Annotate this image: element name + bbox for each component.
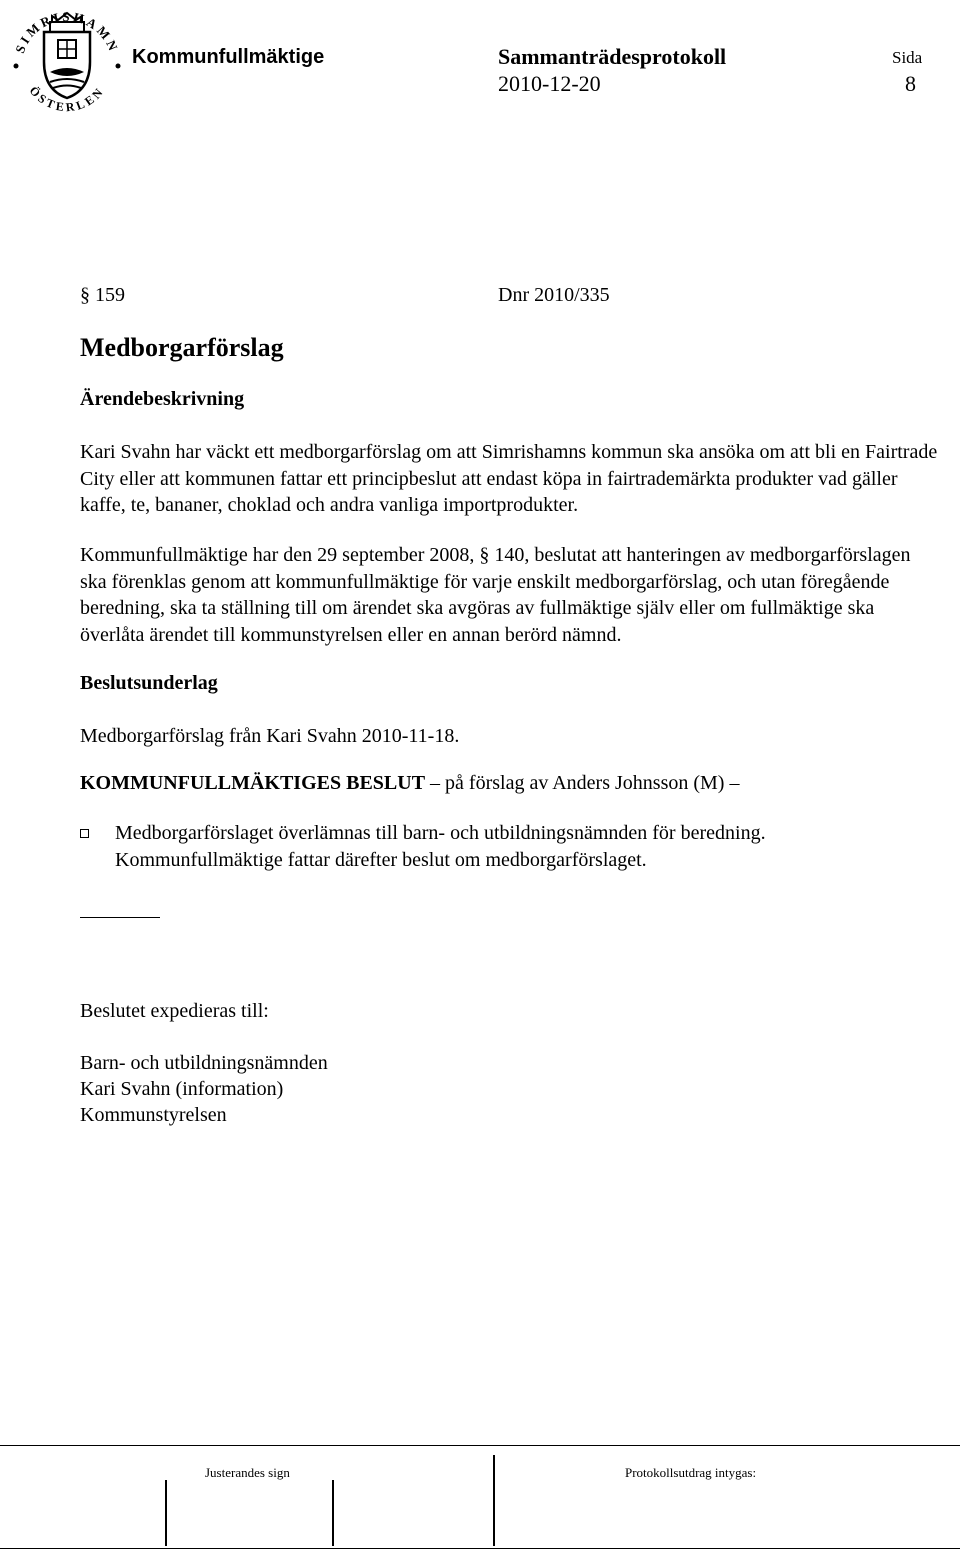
registration-number: Dnr 2010/335 [498,284,610,306]
committee-name: Kommunfullmäktige [132,46,325,68]
basis-heading: Beslutsunderlag [80,672,218,694]
separator-line [80,917,160,918]
decision-suffix: – på förslag av Anders Johnsson (M) – [430,772,740,794]
description-paragraph: Kari Svahn har väckt ett medborgarförslag om att Simrishamns kommun ska ansöka om att bli en Fairtrade City eller att kommunen fattar ett principbeslut att endast köpa in fairtrademärkta produkter vad gäller kaffe, te, bananer, choklad och andra vanliga importprodukter. [80,441,938,516]
page-number: 8 [905,71,916,96]
decision-bullet: Medborgarförslaget överlämnas till barn- och utbildningsnämnden för beredning. Kommunfullmäktige fattar därefter beslut om medborgarförslaget. [115,822,766,871]
description-heading: Ärendebeskrivning [80,388,245,410]
footer-rule [0,1445,960,1446]
decision-heading: KOMMUNFULLMÄKTIGES BESLUT [80,772,426,794]
meeting-date: 2010-12-20 [498,71,601,96]
distribution-list [80,1050,328,1128]
distribution-item: Kari Svahn (information) [80,1078,284,1100]
distribution-item: Barn- och utbildningsnämnden [80,1052,328,1074]
signature-label: Justerandes sign [205,1465,290,1480]
svg-text:ÖSTERLEN: ÖSTERLEN [26,83,108,115]
square-bullet-icon [80,829,89,838]
svg-text:SIMRISHAMN: SIMRISHAMN [12,8,122,56]
item-title: Medborgarförslag [80,333,284,362]
protocol-title: Sammanträdesprotokoll [498,44,727,69]
distribution-item: Kommunstyrelsen [80,1104,227,1126]
signature-box-divider [165,1480,167,1546]
signature-box-divider [493,1455,495,1546]
basis-text: Medborgarförslag från Kari Svahn 2010-11-18. [80,725,460,747]
page-label: Sida [892,48,923,67]
paragraph-number: § 159 [80,284,125,306]
simrishamn-coat-of-arms-icon [8,2,126,120]
extract-label: Protokollsutdrag intygas: [625,1465,757,1480]
description-paragraph: Kommunfullmäktige har den 29 september 2008, § 140, beslutat att hanteringen av medborgarförslagen ska förenklas genom att kommunfullmäktige för varje enskilt medborgarförslag, och utan föregående beredning, ska ta ställning till om ärendet ska avgöras av fullmäktige själv eller om fullmäktige ska överlåta ärendet till kommunstyrelsen eller en annan berörd nämnd. [80,544,911,646]
distribution-heading: Beslutet expedieras till: [80,1000,269,1022]
signature-box-divider [332,1480,334,1546]
footer-bottom-rule [0,1548,960,1549]
decision-line [80,772,739,795]
